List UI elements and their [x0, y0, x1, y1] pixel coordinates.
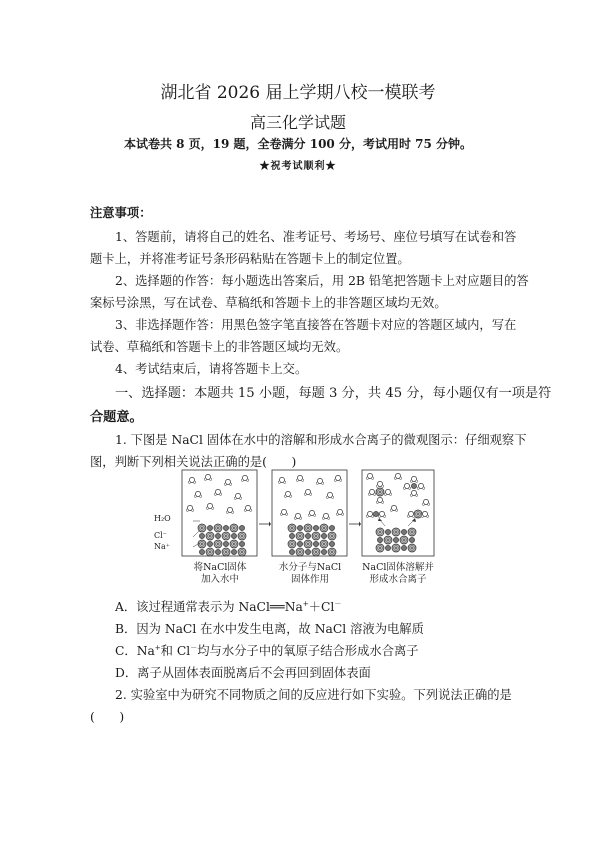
subject-title: 高三化学试题	[249, 113, 346, 132]
good-luck-banner: ★祝考试顺利★	[259, 161, 337, 172]
note-line: 3、非选择题作答：用黑色签字笔直接答在答题卡对应的答题区域内，写在	[115, 318, 517, 332]
question-1-stem-cont: 图，判断下列相关说法正确的是( )	[90, 455, 297, 469]
nacl-dissolution-figure	[154, 468, 436, 588]
note-line: 1、答题前，请将自己的姓名、准考证号、考场号、座位号填写在试卷和答	[115, 230, 517, 244]
caption-step-2: 水分子与NaCl 固体作用	[278, 562, 342, 585]
dissolution-diagram	[180, 468, 436, 560]
note-line: 2、选择题的作答：每小题选出答案后，用 2B 铅笔把答题卡上对应题目的答	[115, 274, 529, 288]
water-label: H₂O	[154, 514, 171, 523]
section-heading-cont: 合题意。	[90, 410, 143, 425]
question-1-stem: 1. 下图是 NaCl 固体在水中的溶解和形成水合离子的微观图示：仔细观察下	[115, 433, 527, 447]
chloride-label: Cl⁻	[154, 531, 167, 540]
option-c: C．Na+和 Cl－均与水分子中的氧原子结合形成水合离子	[115, 644, 419, 658]
caption-step-1: 将NaCl固体 加入水中	[193, 562, 247, 585]
question-2-stem-cont: ( )	[90, 710, 125, 724]
note-line: 4、考试结束后，请将答题卡上交。	[115, 362, 308, 376]
option-b: B．因为 NaCl 在水中发生电离，故 NaCl 溶液为电解质	[115, 622, 424, 636]
sodium-label: Na⁺	[154, 542, 170, 551]
note-line: 案标号涂黑，写在试卷、草稿纸和答题卡上的非答题区域均无效。	[90, 296, 447, 310]
notes-heading: 注意事项：	[90, 205, 152, 220]
option-d: D．离子从固体表面脱离后不会再回到固体表面	[115, 666, 371, 680]
note-line: 试卷、草稿纸和答题卡上的非答题区域均无效。	[90, 340, 349, 354]
exam-info: 本试卷共 8 页，19 题，全卷满分 100 分，考试用时 75 分钟。	[123, 137, 473, 151]
caption-step-3: NaCl固体溶解并 形成水合离子	[362, 562, 434, 585]
question-2-stem: 2. 实验室中为研究不同物质之间的反应进行如下实验。下列说法正确的是	[115, 688, 512, 702]
note-line: 题卡上，并将准考证号条形码粘贴在答题卡上的制定位置。	[90, 252, 410, 266]
option-a: A．该过程通常表示为 NaCl══Na+＋Cl－	[115, 600, 342, 614]
section-heading: 一、选择题：本题共 15 小题，每题 3 分，共 45 分，每小题仅有一项是符	[115, 386, 552, 401]
exam-title: 湖北省 2026 届上学期八校一模联考	[160, 83, 436, 103]
